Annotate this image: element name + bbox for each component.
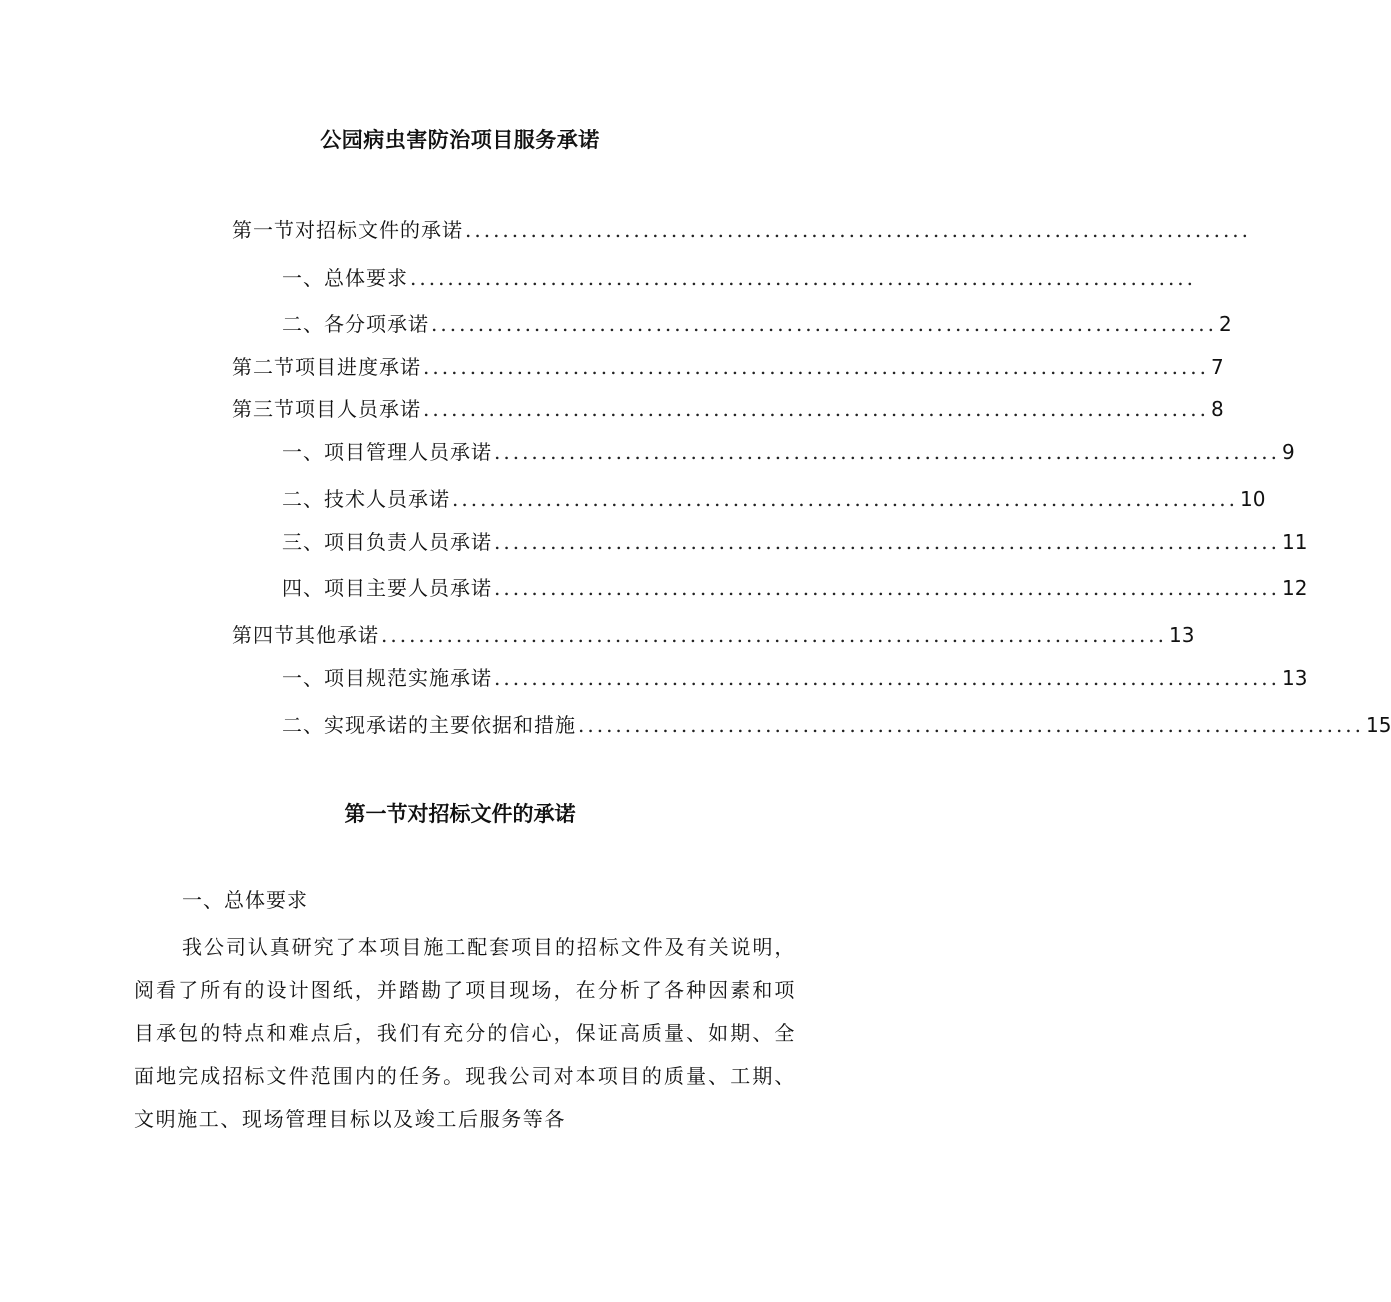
toc-entry-label: 一、总体要求 (282, 266, 408, 290)
toc-entry[interactable] (282, 709, 1391, 741)
toc-entry-label: 三、项目负责人员承诺 (282, 530, 492, 554)
toc-leader-dots: .................................................................................... (431, 312, 1218, 336)
toc-leader-dots: .................................................................................... (423, 355, 1210, 379)
toc-entry-label: 二、各分项承诺 (282, 312, 429, 336)
toc-entry[interactable] (232, 214, 1252, 246)
toc-entry[interactable] (282, 436, 1295, 468)
toc-leader-dots: .................................................................................... (494, 666, 1281, 690)
sub-heading: 一、总体要求 (182, 888, 308, 912)
toc-leader-dots: .................................................................................... (494, 576, 1281, 600)
toc-entry-label: 第三节项目人员承诺 (232, 397, 421, 421)
toc-entry-page: 12 (1282, 576, 1308, 600)
body-paragraph: 我公司认真研究了本项目施工配套项目的招标文件及有关说明，阅看了所有的设计图纸，并踏勘了项目现场，在分析了各种因素和项目承包的特点和难点后，我们有充分的信心，保证高质量、如期、全面地完成招标文件范围内的任务。现我公司对本项目的质量、工期、文明施工、现场管理目标以及竣工后服务等各 (134, 935, 796, 1131)
toc-entry-page: 2 (1219, 312, 1232, 336)
toc-entry[interactable] (232, 351, 1224, 383)
section-heading: 第一节对招标文件的承诺 (344, 802, 576, 826)
toc-leader-dots: .................................................................................... (494, 440, 1281, 464)
toc-leader-dots: .................................................................................... (578, 713, 1365, 737)
toc-entry-page: 8 (1211, 397, 1224, 421)
toc-entry[interactable] (232, 393, 1224, 425)
toc-entry-label: 第二节项目进度承诺 (232, 355, 421, 379)
toc-entry-label: 一、项目管理人员承诺 (282, 440, 492, 464)
toc-entry-label: 二、技术人员承诺 (282, 487, 450, 511)
toc-entry-page: 13 (1169, 623, 1195, 647)
toc-entry-page: 13 (1282, 666, 1308, 690)
toc-entry-label: 四、项目主要人员承诺 (282, 576, 492, 600)
toc-entry[interactable] (232, 619, 1195, 651)
toc-entry-page: 11 (1282, 530, 1308, 554)
toc-leader-dots: .................................................................................... (465, 218, 1252, 242)
toc-entry-label: 第一节对招标文件的承诺 (232, 218, 463, 242)
toc-entry[interactable] (282, 526, 1308, 558)
toc-leader-dots: .................................................................................... (381, 623, 1168, 647)
toc-entry-page: 15 (1366, 713, 1391, 737)
toc-entry[interactable] (282, 262, 1197, 294)
toc-leader-dots: .................................................................................... (452, 487, 1239, 511)
toc-entry[interactable] (282, 483, 1266, 515)
toc-entry-label: 第四节其他承诺 (232, 623, 379, 647)
toc-entry-label: 二、实现承诺的主要依据和措施 (282, 713, 576, 737)
toc-entry-page: 7 (1211, 355, 1224, 379)
toc-leader-dots: .................................................................................... (410, 266, 1197, 290)
document-title: 公园病虫害防治项目服务承诺 (320, 128, 600, 152)
toc-entry[interactable] (282, 308, 1232, 340)
toc-leader-dots: .................................................................................... (494, 530, 1281, 554)
toc-entry[interactable] (282, 662, 1308, 694)
toc-entry-page: 9 (1282, 440, 1295, 464)
toc-entry-label: 一、项目规范实施承诺 (282, 666, 492, 690)
toc-leader-dots: .................................................................................... (423, 397, 1210, 421)
toc-entry[interactable] (282, 572, 1308, 604)
toc-entry-page: 10 (1240, 487, 1266, 511)
